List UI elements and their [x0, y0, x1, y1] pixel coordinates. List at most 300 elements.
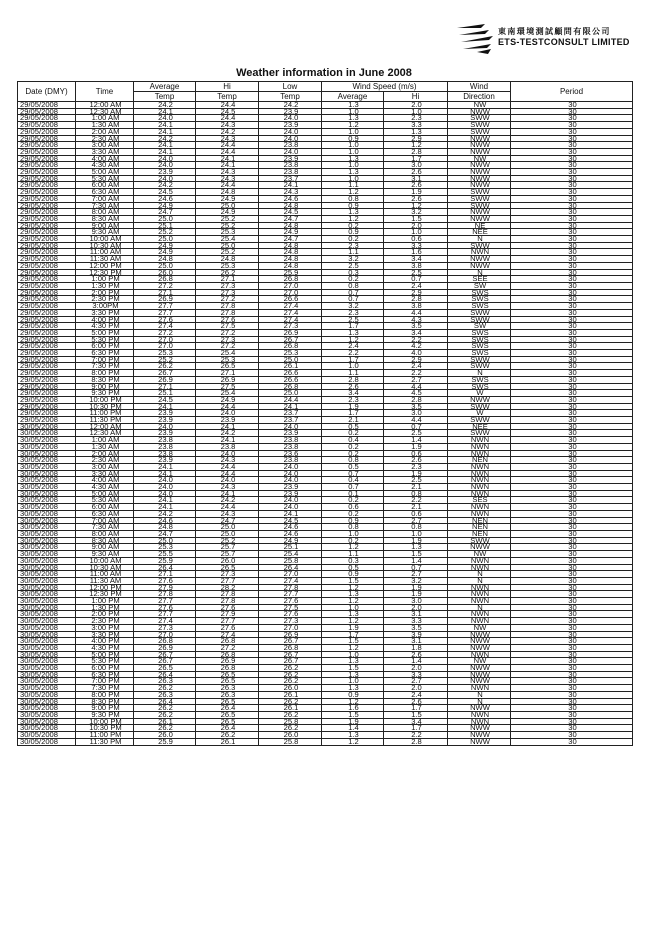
cell-hi-temp: 26.4: [196, 705, 259, 712]
cell-wind-avg: 1.0: [322, 678, 384, 685]
cell-low-temp: 27.4: [259, 577, 322, 584]
cell-date: 29/05/2008: [18, 356, 76, 363]
cell-wind-avg: 1.3: [322, 155, 384, 162]
cell-date: 29/05/2008: [18, 102, 76, 109]
cell-wind-direction: NWW: [448, 644, 511, 651]
cell-time: 1:00 PM: [76, 276, 134, 283]
cell-avg-temp: 25.0: [134, 236, 196, 243]
cell-time: 7:30 PM: [76, 685, 134, 692]
cell-wind-hi: 2.1: [384, 504, 448, 511]
cell-period: 30: [511, 229, 633, 236]
cell-time: 2:30 AM: [76, 457, 134, 464]
table-row: [18, 564, 633, 571]
cell-hi-temp: 27.8: [196, 303, 259, 310]
cell-time: 1:30 AM: [76, 443, 134, 450]
cell-low-temp: 23.7: [259, 410, 322, 417]
cell-wind-avg: 1.2: [322, 618, 384, 625]
cell-time: 1:30 PM: [76, 604, 134, 611]
cell-date: 30/05/2008: [18, 484, 76, 491]
cell-period: 30: [511, 484, 633, 491]
table-row: [18, 698, 633, 705]
cell-date: 29/05/2008: [18, 383, 76, 390]
cell-hi-temp: 25.0: [196, 524, 259, 531]
table-row: [18, 356, 633, 363]
cell-period: 30: [511, 390, 633, 397]
cell-hi-temp: 24.0: [196, 477, 259, 484]
cell-period: 30: [511, 644, 633, 651]
cell-period: 30: [511, 705, 633, 712]
cell-wind-avg: 1.2: [322, 544, 384, 551]
table-row: [18, 477, 633, 484]
cell-wind-direction: NW: [448, 155, 511, 162]
cell-date: 30/05/2008: [18, 517, 76, 524]
cell-date: 29/05/2008: [18, 410, 76, 417]
cell-low-temp: 23.9: [259, 490, 322, 497]
cell-wind-direction: SWW: [448, 430, 511, 437]
cell-wind-hi: 2.0: [384, 222, 448, 229]
cell-time: 11:30 AM: [76, 577, 134, 584]
cell-wind-hi: 0.6: [384, 236, 448, 243]
cell-period: 30: [511, 577, 633, 584]
cell-wind-hi: 1.6: [384, 249, 448, 256]
cell-wind-direction: SW: [448, 282, 511, 289]
cell-hi-temp: 27.9: [196, 611, 259, 618]
cell-time: 11:00 PM: [76, 732, 134, 739]
cell-wind-avg: 1.7: [322, 323, 384, 330]
cell-time: 12:00 AM: [76, 102, 134, 109]
cell-wind-hi: 3.8: [384, 262, 448, 269]
cell-hi-temp: 24.3: [196, 122, 259, 129]
cell-wind-avg: 0.7: [322, 484, 384, 491]
cell-wind-hi: 1.5: [384, 551, 448, 558]
table-row: [18, 403, 633, 410]
cell-wind-direction: NWN: [448, 249, 511, 256]
cell-low-temp: 24.3: [259, 189, 322, 196]
cell-wind-avg: 1.0: [322, 108, 384, 115]
cell-avg-temp: 27.1: [134, 383, 196, 390]
header-average: Average: [134, 82, 196, 92]
cell-wind-hi: 2.7: [384, 678, 448, 685]
cell-wind-direction: N: [448, 236, 511, 243]
cell-wind-direction: NWW: [448, 638, 511, 645]
cell-wind-direction: NWW: [448, 705, 511, 712]
cell-date: 30/05/2008: [18, 457, 76, 464]
cell-wind-hi: 2.1: [384, 484, 448, 491]
cell-date: 30/05/2008: [18, 671, 76, 678]
cell-wind-avg: 0.5: [322, 423, 384, 430]
cell-date: 29/05/2008: [18, 175, 76, 182]
cell-date: 29/05/2008: [18, 249, 76, 256]
cell-hi-temp: 24.3: [196, 169, 259, 176]
cell-hi-temp: 27.4: [196, 631, 259, 638]
cell-time: 3:00PM: [76, 303, 134, 310]
cell-time: 7:00 PM: [76, 356, 134, 363]
cell-time: 2:30 PM: [76, 618, 134, 625]
cell-low-temp: 26.1: [259, 363, 322, 370]
cell-wind-hi: 1.4: [384, 658, 448, 665]
table-row: [18, 443, 633, 450]
cell-date: 29/05/2008: [18, 336, 76, 343]
cell-avg-temp: 27.1: [134, 289, 196, 296]
cell-avg-temp: 27.6: [134, 604, 196, 611]
cell-hi-temp: 26.9: [196, 376, 259, 383]
cell-avg-temp: 23.8: [134, 450, 196, 457]
cell-hi-temp: 25.4: [196, 236, 259, 243]
cell-wind-avg: 0.9: [322, 691, 384, 698]
cell-time: 4:00 AM: [76, 155, 134, 162]
cell-wind-direction: NWW: [448, 108, 511, 115]
cell-wind-hi: 3.4: [384, 329, 448, 336]
cell-avg-temp: 26.9: [134, 376, 196, 383]
cell-hi-temp: 24.4: [196, 115, 259, 122]
cell-low-temp: 26.8: [259, 644, 322, 651]
table-row: [18, 202, 633, 209]
cell-hi-temp: 24.0: [196, 450, 259, 457]
cell-wind-direction: NWN: [448, 718, 511, 725]
cell-wind-hi: 1.8: [384, 644, 448, 651]
table-row: [18, 102, 633, 109]
cell-period: 30: [511, 470, 633, 477]
cell-wind-avg: 1.2: [322, 336, 384, 343]
cell-hi-temp: 24.1: [196, 490, 259, 497]
cell-low-temp: 25.4: [259, 551, 322, 558]
cell-wind-avg: 1.3: [322, 169, 384, 176]
cell-date: 29/05/2008: [18, 350, 76, 357]
cell-period: 30: [511, 638, 633, 645]
cell-time: 8:30 PM: [76, 376, 134, 383]
cell-date: 29/05/2008: [18, 135, 76, 142]
cell-wind-hi: 1.4: [384, 557, 448, 564]
cell-wind-avg: 1.5: [322, 638, 384, 645]
cell-period: 30: [511, 598, 633, 605]
cell-date: 30/05/2008: [18, 611, 76, 618]
cell-low-temp: 27.7: [259, 591, 322, 598]
cell-wind-direction: SWW: [448, 417, 511, 424]
cell-avg-temp: 24.0: [134, 155, 196, 162]
cell-period: 30: [511, 282, 633, 289]
cell-time: 3:30 AM: [76, 148, 134, 155]
cell-avg-temp: 27.7: [134, 598, 196, 605]
header-date: Date (DMY): [18, 82, 76, 102]
table-row: [18, 269, 633, 276]
cell-time: 1:30 PM: [76, 282, 134, 289]
cell-time: 11:30 PM: [76, 417, 134, 424]
cell-date: 30/05/2008: [18, 531, 76, 538]
cell-hi-temp: 27.8: [196, 598, 259, 605]
cell-wind-direction: NWN: [448, 470, 511, 477]
table-row: [18, 303, 633, 310]
cell-hi-temp: 23.8: [196, 443, 259, 450]
cell-wind-direction: SWW: [448, 202, 511, 209]
cell-wind-avg: 1.0: [322, 604, 384, 611]
table-row: [18, 309, 633, 316]
cell-wind-avg: 0.9: [322, 202, 384, 209]
cell-time: 3:00 AM: [76, 142, 134, 149]
cell-wind-hi: 3.3: [384, 671, 448, 678]
cell-period: 30: [511, 651, 633, 658]
cell-period: 30: [511, 604, 633, 611]
cell-time: 10:00 AM: [76, 236, 134, 243]
cell-avg-temp: 25.3: [134, 350, 196, 357]
header-wind-hi: Hi: [384, 92, 448, 102]
cell-period: 30: [511, 417, 633, 424]
cell-wind-avg: 0.7: [322, 296, 384, 303]
cell-wind-direction: NEN: [448, 524, 511, 531]
cell-wind-hi: 2.3: [384, 463, 448, 470]
cell-date: 30/05/2008: [18, 450, 76, 457]
cell-time: 9:30 PM: [76, 711, 134, 718]
table-row: [18, 517, 633, 524]
cell-hi-temp: 24.0: [196, 410, 259, 417]
table-row: [18, 242, 633, 249]
cell-low-temp: 24.0: [259, 497, 322, 504]
cell-avg-temp: 26.2: [134, 711, 196, 718]
cell-wind-hi: 2.3: [384, 115, 448, 122]
cell-wind-avg: 1.1: [322, 551, 384, 558]
cell-low-temp: 24.0: [259, 463, 322, 470]
cell-avg-temp: 24.0: [134, 484, 196, 491]
header-time: Time: [76, 82, 134, 102]
cell-wind-avg: 0.9: [322, 571, 384, 578]
cell-time: 1:00 PM: [76, 598, 134, 605]
cell-period: 30: [511, 531, 633, 538]
cell-low-temp: 25.9: [259, 269, 322, 276]
cell-wind-hi: 2.0: [384, 102, 448, 109]
cell-wind-direction: NWW: [448, 262, 511, 269]
cell-low-temp: 26.2: [259, 678, 322, 685]
cell-low-temp: 27.8: [259, 584, 322, 591]
cell-period: 30: [511, 269, 633, 276]
cell-date: 29/05/2008: [18, 403, 76, 410]
cell-avg-temp: 27.9: [134, 584, 196, 591]
cell-wind-hi: 2.4: [384, 282, 448, 289]
cell-avg-temp: 27.7: [134, 309, 196, 316]
cell-hi-temp: 27.3: [196, 336, 259, 343]
cell-date: 30/05/2008: [18, 665, 76, 672]
cell-wind-avg: 0.7: [322, 470, 384, 477]
cell-wind-direction: N: [448, 370, 511, 377]
cell-period: 30: [511, 195, 633, 202]
cell-period: 30: [511, 732, 633, 739]
table-row: [18, 611, 633, 618]
cell-date: 29/05/2008: [18, 269, 76, 276]
cell-avg-temp: 26.4: [134, 698, 196, 705]
cell-date: 30/05/2008: [18, 598, 76, 605]
cell-low-temp: 24.6: [259, 531, 322, 538]
cell-wind-avg: 1.4: [322, 725, 384, 732]
cell-hi-temp: 27.1: [196, 370, 259, 377]
cell-date: 30/05/2008: [18, 738, 76, 745]
cell-date: 29/05/2008: [18, 142, 76, 149]
cell-avg-temp: 26.7: [134, 651, 196, 658]
cell-hi-temp: 26.3: [196, 685, 259, 692]
cell-wind-hi: 1.2: [384, 202, 448, 209]
cell-wind-direction: NWN: [448, 598, 511, 605]
cell-hi-temp: 24.4: [196, 504, 259, 511]
cell-wind-avg: 1.0: [322, 651, 384, 658]
cell-date: 30/05/2008: [18, 463, 76, 470]
cell-wind-direction: NWN: [448, 584, 511, 591]
cell-low-temp: 25.0: [259, 390, 322, 397]
cell-time: 2:30 AM: [76, 135, 134, 142]
cell-wind-avg: 1.9: [322, 403, 384, 410]
cell-period: 30: [511, 551, 633, 558]
page-title: Weather information in June 2008: [236, 67, 412, 79]
cell-wind-hi: 1.9: [384, 584, 448, 591]
cell-wind-hi: 3.5: [384, 403, 448, 410]
cell-hi-temp: 27.6: [196, 604, 259, 611]
cell-date: 30/05/2008: [18, 732, 76, 739]
cell-low-temp: 27.0: [259, 571, 322, 578]
cell-hi-temp: 25.2: [196, 215, 259, 222]
cell-time: 4:30 AM: [76, 162, 134, 169]
cell-wind-direction: SES: [448, 497, 511, 504]
cell-avg-temp: 25.9: [134, 738, 196, 745]
cell-wind-direction: NWW: [448, 175, 511, 182]
cell-date: 30/05/2008: [18, 490, 76, 497]
cell-wind-avg: 1.2: [322, 598, 384, 605]
cell-wind-direction: SWW: [448, 242, 511, 249]
cell-hi-temp: 24.4: [196, 102, 259, 109]
cell-date: 30/05/2008: [18, 711, 76, 718]
cell-low-temp: 27.4: [259, 316, 322, 323]
cell-wind-hi: 2.8: [384, 148, 448, 155]
cell-period: 30: [511, 316, 633, 323]
cell-wind-direction: NW: [448, 624, 511, 631]
cell-hi-temp: 24.9: [196, 396, 259, 403]
cell-date: 29/05/2008: [18, 182, 76, 189]
cell-low-temp: 26.8: [259, 343, 322, 350]
table-row: [18, 329, 633, 336]
cell-period: 30: [511, 222, 633, 229]
cell-hi-temp: 24.3: [196, 175, 259, 182]
cell-date: 29/05/2008: [18, 276, 76, 283]
cell-wind-avg: 2.5: [322, 262, 384, 269]
table-row: [18, 678, 633, 685]
cell-wind-direction: N: [448, 698, 511, 705]
table-row: [18, 718, 633, 725]
cell-avg-temp: 27.2: [134, 282, 196, 289]
cell-wind-hi: 3.9: [384, 631, 448, 638]
cell-low-temp: 27.3: [259, 323, 322, 330]
cell-wind-avg: 1.0: [322, 531, 384, 538]
cell-wind-avg: 2.3: [322, 309, 384, 316]
cell-low-temp: 26.2: [259, 711, 322, 718]
cell-period: 30: [511, 148, 633, 155]
cell-hi-temp: 27.6: [196, 624, 259, 631]
cell-low-temp: 23.8: [259, 162, 322, 169]
table-row: [18, 644, 633, 651]
table-row: [18, 370, 633, 377]
cell-wind-avg: 0.1: [322, 490, 384, 497]
cell-hi-temp: 24.4: [196, 148, 259, 155]
cell-avg-temp: 23.9: [134, 430, 196, 437]
table-row: [18, 423, 633, 430]
table-header: [18, 82, 633, 102]
cell-wind-avg: 1.2: [322, 644, 384, 651]
table-row: [18, 524, 633, 531]
table-row: [18, 691, 633, 698]
cell-low-temp: 27.6: [259, 598, 322, 605]
cell-date: 30/05/2008: [18, 691, 76, 698]
cell-avg-temp: 24.2: [134, 102, 196, 109]
cell-low-temp: 26.9: [259, 631, 322, 638]
table-row: [18, 155, 633, 162]
cell-avg-temp: 26.7: [134, 658, 196, 665]
cell-wind-avg: 0.3: [322, 557, 384, 564]
cell-wind-hi: 4.3: [384, 316, 448, 323]
table-row: [18, 437, 633, 444]
cell-date: 29/05/2008: [18, 282, 76, 289]
header-hi: Hi: [196, 82, 259, 92]
cell-date: 29/05/2008: [18, 155, 76, 162]
cell-time: 10:00 PM: [76, 396, 134, 403]
cell-wind-avg: 1.5: [322, 711, 384, 718]
cell-wind-avg: 0.9: [322, 229, 384, 236]
table-row: [18, 276, 633, 283]
cell-time: 8:00 AM: [76, 209, 134, 216]
cell-date: 30/05/2008: [18, 638, 76, 645]
cell-low-temp: 24.6: [259, 524, 322, 531]
cell-period: 30: [511, 122, 633, 129]
cell-wind-avg: 0.2: [322, 450, 384, 457]
cell-wind-hi: 2.5: [384, 430, 448, 437]
cell-avg-temp: 24.1: [134, 148, 196, 155]
table-row: [18, 732, 633, 739]
cell-time: 5:30 PM: [76, 336, 134, 343]
cell-wind-hi: 0.7: [384, 564, 448, 571]
cell-avg-temp: 25.3: [134, 544, 196, 551]
cell-period: 30: [511, 236, 633, 243]
cell-date: 29/05/2008: [18, 343, 76, 350]
table-row: [18, 396, 633, 403]
cell-hi-temp: 25.2: [196, 222, 259, 229]
table-row: [18, 175, 633, 182]
cell-hi-temp: 26.5: [196, 698, 259, 705]
cell-period: 30: [511, 564, 633, 571]
cell-date: 29/05/2008: [18, 396, 76, 403]
cell-wind-hi: 2.6: [384, 457, 448, 464]
cell-low-temp: 23.7: [259, 417, 322, 424]
cell-avg-temp: 27.6: [134, 316, 196, 323]
cell-wind-hi: 3.3: [384, 242, 448, 249]
cell-period: 30: [511, 691, 633, 698]
table-row: [18, 128, 633, 135]
cell-low-temp: 23.9: [259, 155, 322, 162]
cell-avg-temp: 27.8: [134, 591, 196, 598]
cell-wind-avg: 3.4: [322, 390, 384, 397]
cell-date: 30/05/2008: [18, 584, 76, 591]
table-row: [18, 577, 633, 584]
cell-wind-direction: NWW: [448, 396, 511, 403]
cell-date: 30/05/2008: [18, 443, 76, 450]
cell-low-temp: 24.0: [259, 477, 322, 484]
cell-wind-direction: SWS: [448, 289, 511, 296]
cell-wind-avg: 2.1: [322, 417, 384, 424]
cell-wind-hi: 1.7: [384, 725, 448, 732]
cell-wind-direction: N: [448, 691, 511, 698]
cell-wind-avg: 2.8: [322, 376, 384, 383]
table-row: [18, 490, 633, 497]
cell-wind-direction: NWN: [448, 437, 511, 444]
cell-hi-temp: 24.9: [196, 209, 259, 216]
cell-date: 30/05/2008: [18, 524, 76, 531]
cell-date: 29/05/2008: [18, 108, 76, 115]
cell-wind-avg: 0.9: [322, 135, 384, 142]
cell-avg-temp: 24.5: [134, 189, 196, 196]
cell-date: 29/05/2008: [18, 262, 76, 269]
cell-time: 9:00 PM: [76, 705, 134, 712]
